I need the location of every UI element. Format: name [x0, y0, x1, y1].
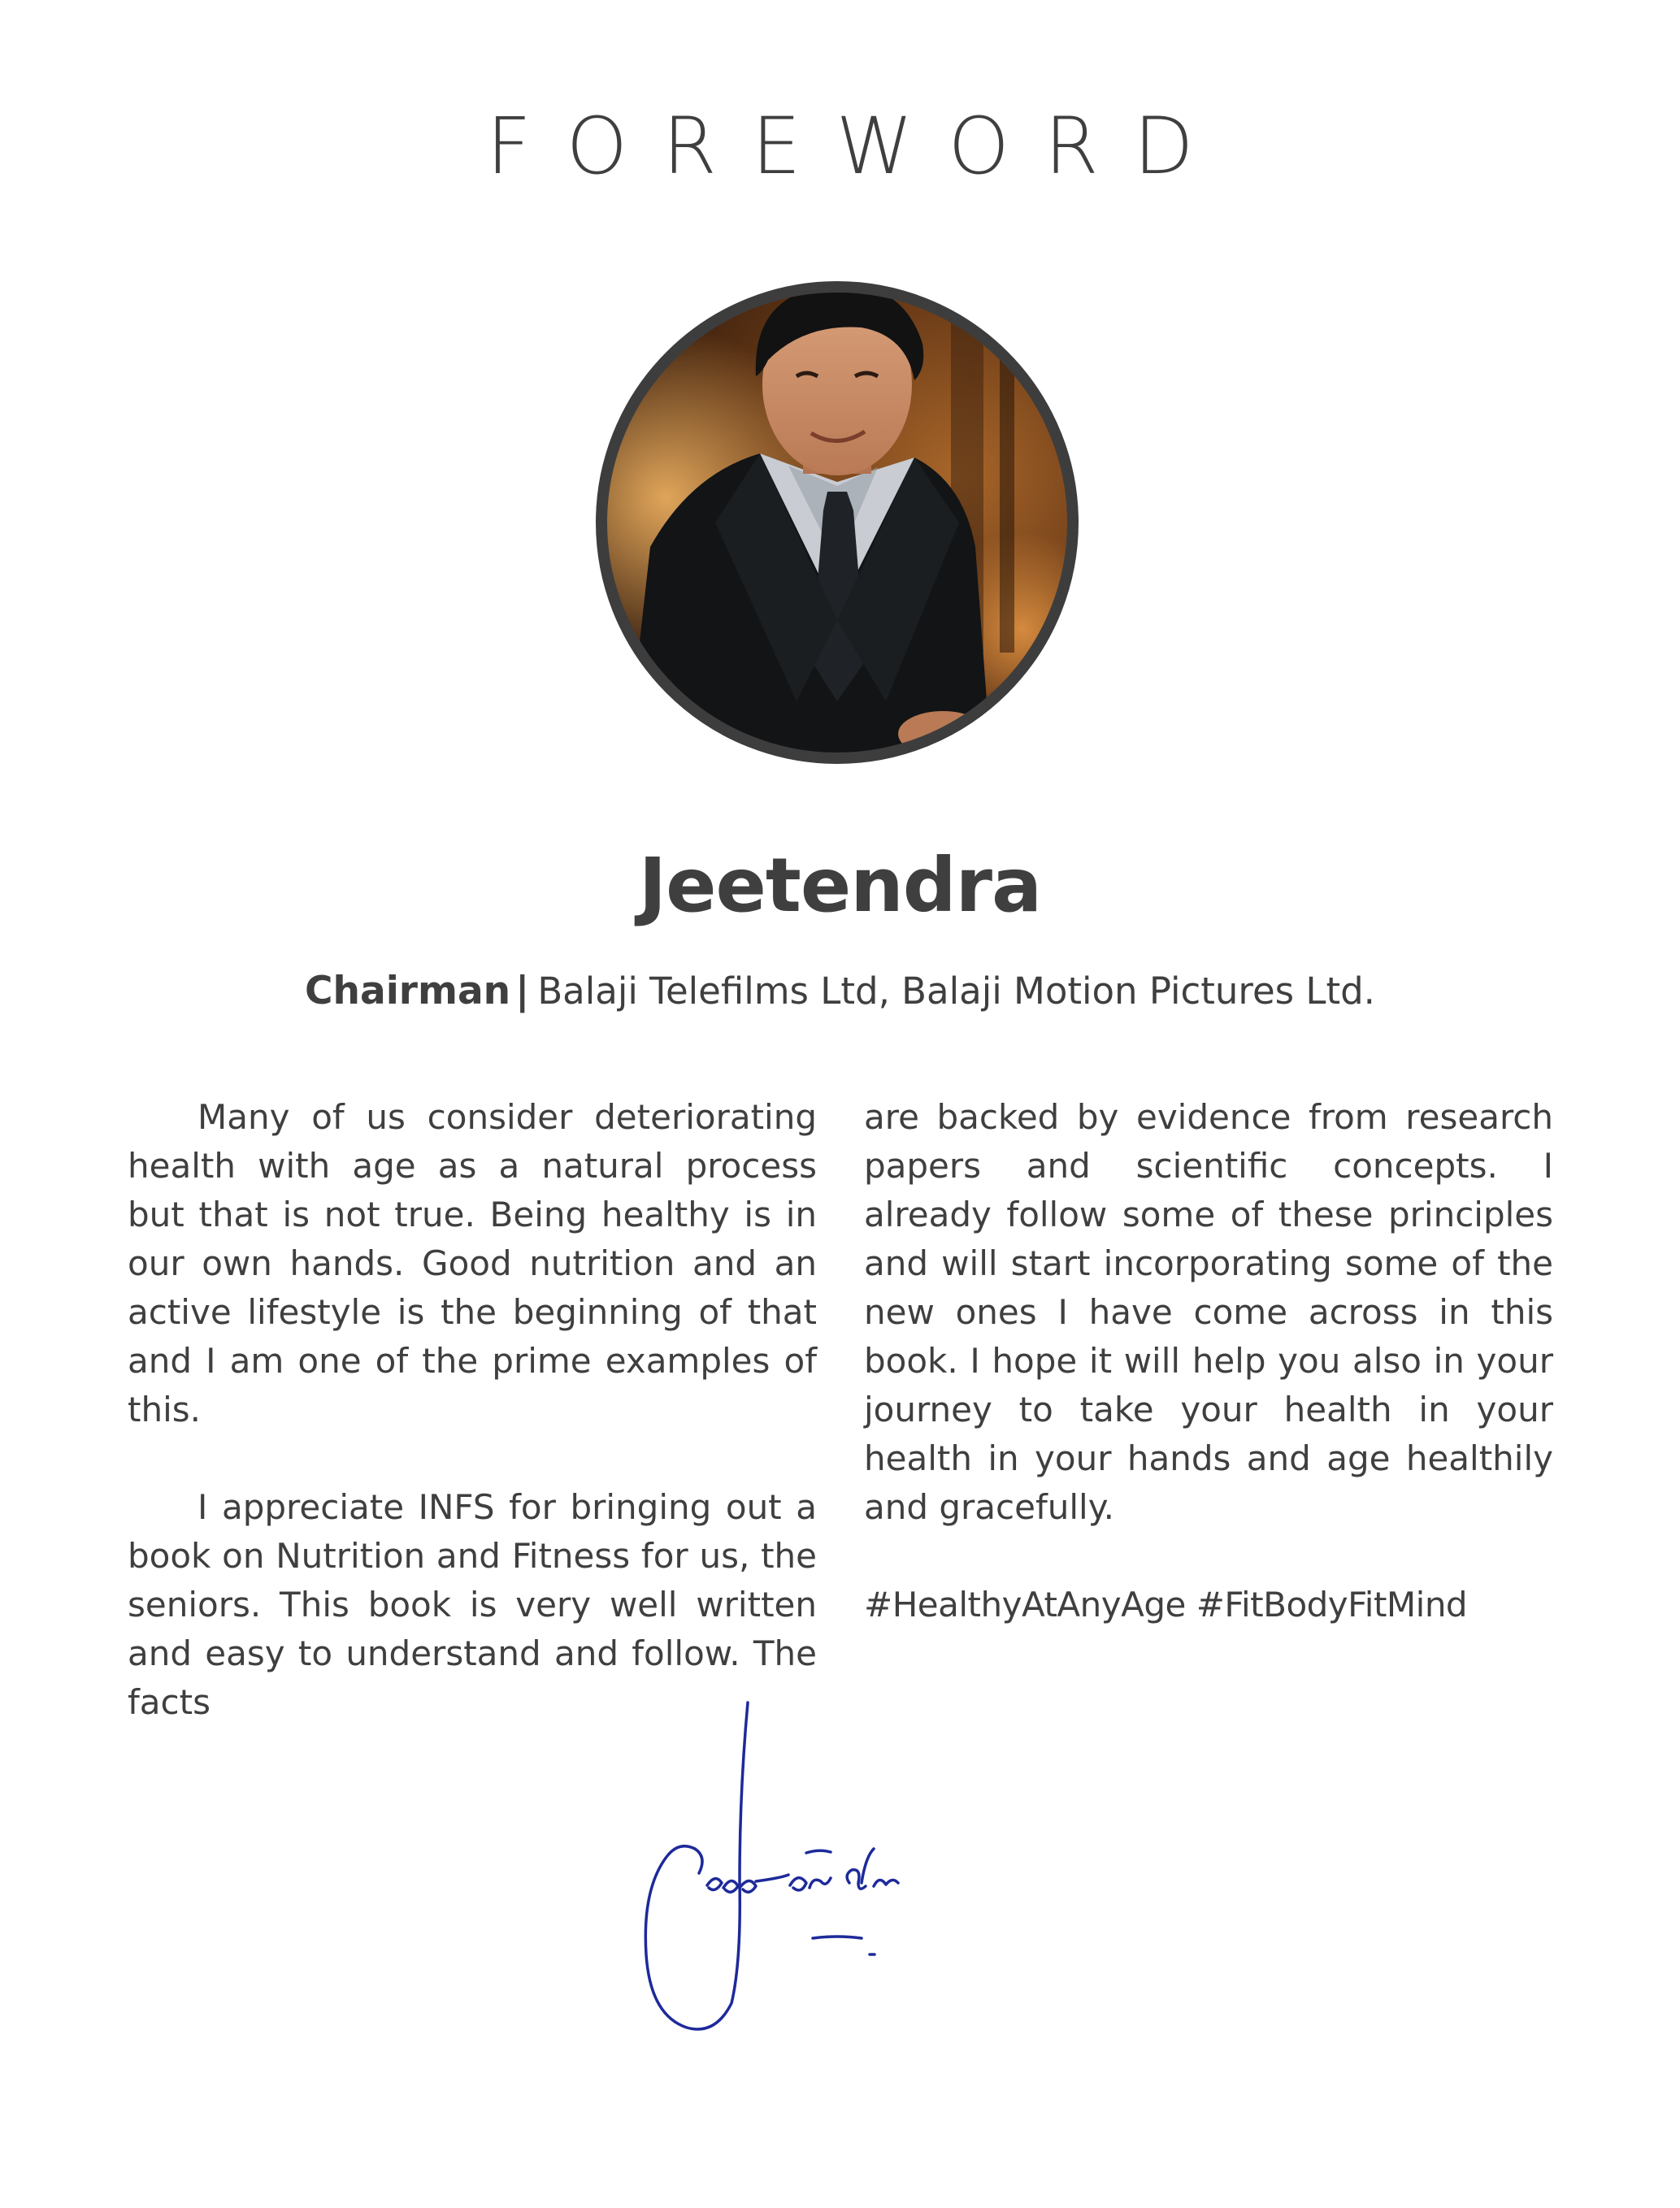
author-portrait: [593, 279, 1081, 766]
body-column-right: [864, 1093, 1553, 1678]
body-column-left: [128, 1093, 817, 1776]
author-role: [0, 967, 1680, 1016]
body-paragraph: are backed by evidence from research papers and scientific concepts. I already follow some of these principles and will start incorporating some of the new ones I have come across in this book. I hope it will help you also in your journey to take your health in your health in your hands and age healthily and gracefully.: [864, 1097, 1553, 1527]
signature-image: [618, 1694, 1040, 2052]
role-organization: Balaji Telefilms Ltd, Balaji Motion Pictures Ltd.: [537, 970, 1375, 1013]
body-paragraph: I appreciate INFS for bringing out a book on Nutrition and Fitness for us, the seniors. This book is very well written and easy to understand and follow. The facts: [128, 1487, 817, 1722]
author-name: Jeetendra: [638, 842, 1042, 929]
page-title: FOREWORD: [486, 101, 1229, 192]
body-paragraph: Many of us consider deteriorating health with age as a natural process but that is not true. Being healthy is in our own hands. Good nutrition and an active lifestyle is the beginning of that and I am one of the prime examples of this.: [128, 1097, 817, 1429]
role-separator: |: [515, 969, 530, 1013]
role-title: Chairman: [305, 969, 511, 1013]
hashtags: #HealthyAtAnyAge #FitBodyFitMind: [864, 1585, 1468, 1625]
